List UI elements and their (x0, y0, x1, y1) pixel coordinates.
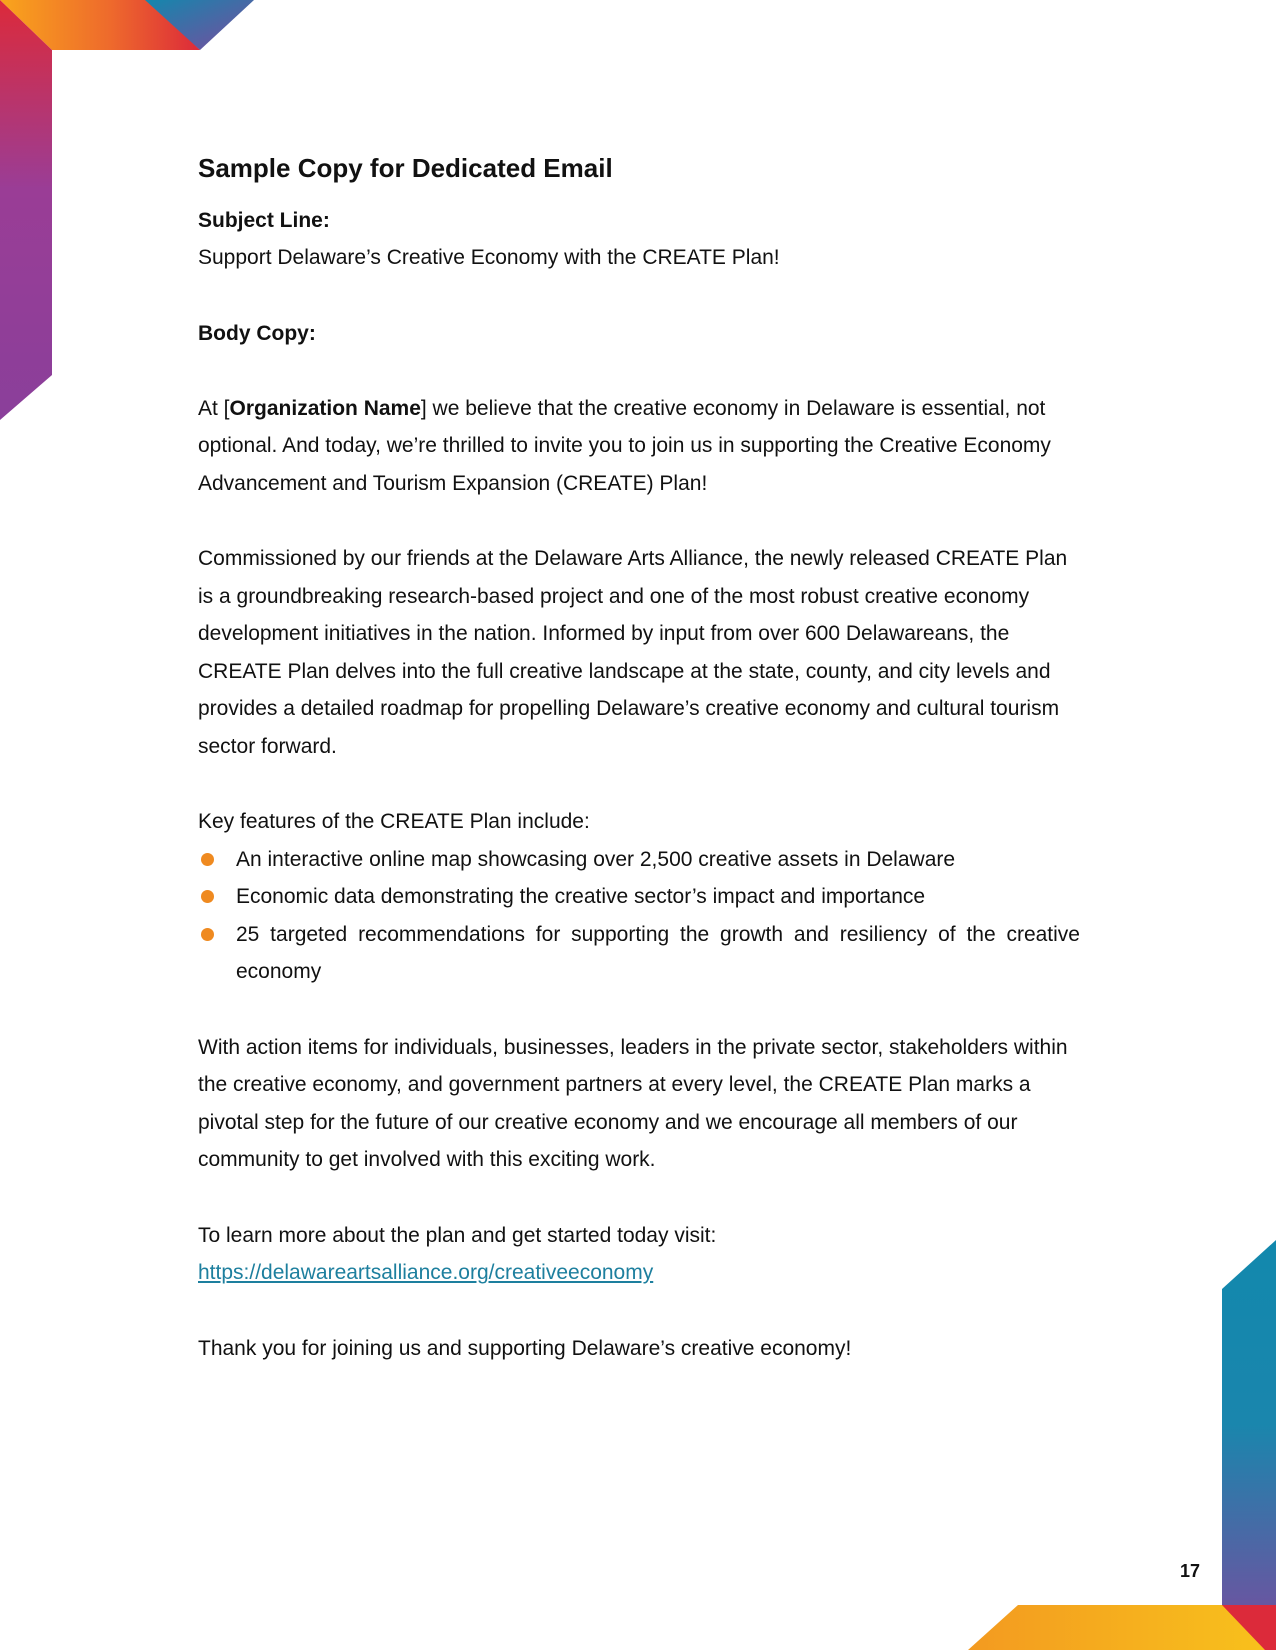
feature-text: 25 targeted recommendations for supporting the growth and resiliency of the creative economy (236, 922, 1080, 983)
closing-text: Thank you for joining us and supporting Delaware’s creative economy! (198, 1336, 852, 1360)
list-item (198, 841, 1080, 879)
corner-bottom-right-vertical (1222, 1240, 1276, 1650)
list-item (198, 916, 1080, 991)
body-label: Body Copy: (198, 321, 316, 345)
organization-name-placeholder: Organization Name (229, 396, 421, 420)
corner-top-left-vertical (0, 0, 52, 420)
intro-prefix: At [ (198, 396, 230, 420)
features-list (198, 841, 1080, 991)
features-intro: Key features of the CREATE Plan include: (198, 810, 590, 833)
create-plan-link[interactable]: https://delawareartsalliance.org/creativeeconomy (198, 1261, 654, 1284)
commissioned-paragraph: Commissioned by our friends at the Delaware Arts Alliance, the newly released CREATE Plan is a groundbreaking research-based project and one of the most robust creative economy development initiatives in the nation. Informed by input from over 600 Delawareans, the CREATE Plan delves into the full creative landscape at the state, county, and city levels and provides a detailed roadmap for propelling Delaware’s creative economy and cultural tourism sector forward. (198, 547, 1068, 758)
document-body (198, 148, 1080, 1367)
subject-label: Subject Line: (198, 209, 330, 232)
bullet-icon (201, 928, 214, 941)
subject-text: Support Delaware’s Creative Economy with the CREATE Plan! (198, 246, 780, 269)
intro-paragraph (198, 390, 1080, 503)
learn-more-text: To learn more about the plan and get started today visit: (198, 1223, 717, 1247)
bullet-icon (201, 890, 214, 903)
feature-text: Economic data demonstrating the creative sector’s impact and importance (236, 885, 926, 908)
action-items-paragraph: With action items for individuals, businesses, leaders in the private sector, stakeholders within the creative economy, and government partners at every level, the CREATE Plan marks a pivotal step for the future of our creative economy and we encourage all members of our community to get involved with this exciting work. (198, 1035, 1068, 1171)
list-item (198, 878, 1080, 916)
intro-suffix: ] we believe that the creative economy in Delaware is essential, not optional. And today, we’re thrilled to invite you to join us in supporting the Creative Economy Advancement and Tourism Expansion (CREATE) Plan! (198, 396, 1051, 495)
document-title: Sample Copy for Dedicated Email (198, 153, 613, 183)
feature-text: An interactive online map showcasing over 2,500 creative assets in Delaware (236, 847, 956, 871)
page-number: 17 (1180, 1561, 1201, 1581)
bullet-icon (201, 853, 214, 866)
